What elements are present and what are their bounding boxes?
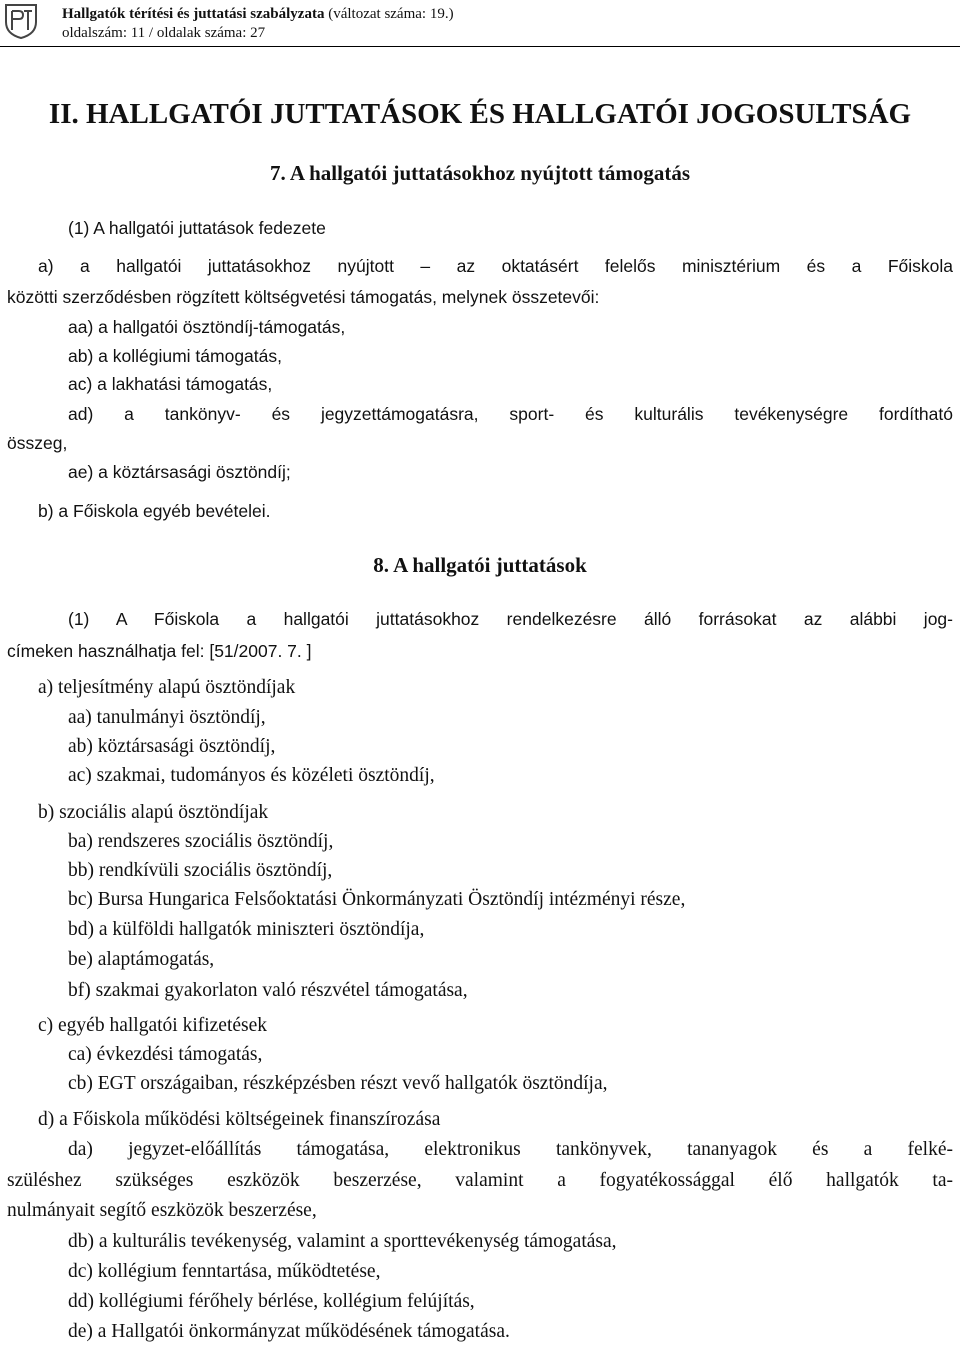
list-item: be) alaptámogatás,	[68, 949, 215, 970]
body-line: aa) a hallgatói ösztöndíj-támogatás,	[68, 317, 346, 337]
institution-logo-icon	[2, 2, 40, 40]
body-line: közötti szerződésben rögzített költségvetési támogatás, melynek összetevői:	[7, 287, 600, 307]
list-item: dd) kollégiumi férőhely bérlése, kollégium felújítás,	[68, 1291, 475, 1312]
body-line: címeken használhatja fel: [51/2007. 7. ]	[7, 641, 312, 661]
list-item: nulmányait segítő eszközök beszerzése,	[7, 1200, 317, 1221]
list-item: d) a Főiskola működési költségeinek finanszírozása	[38, 1109, 441, 1130]
section-7-heading: 7. A hallgatói juttatásokhoz nyújtott támogatás	[269, 161, 690, 185]
list-item: cb) EGT országaiban, részképzésben részt vevő hallgatók ösztöndíja,	[68, 1073, 608, 1094]
list-item: ba) rendszeres szociális ösztöndíj,	[68, 831, 334, 852]
list-item: bf) szakmai gyakorlaton való részvétel támogatása,	[68, 980, 468, 1001]
list-item: bd) a külföldi hallgatók miniszteri ösztöndíja,	[68, 919, 425, 940]
list-item: ab) köztársasági ösztöndíj,	[68, 736, 276, 757]
header-divider	[0, 46, 960, 47]
body-line: ab) a kollégiumi támogatás,	[68, 346, 282, 366]
body-line: (1) A hallgatói juttatások fedezete	[68, 218, 326, 238]
list-item: c) egyéb hallgatói kifizetések	[38, 1015, 268, 1036]
list-item: szüléshez szükséges eszközök beszerzése, valamint a fogyatékossággal élő hallgatók ta-	[7, 1170, 953, 1191]
list-item: a) teljesítmény alapú ösztöndíjak	[38, 677, 296, 698]
document-version: (változat száma: 19.)	[328, 6, 454, 22]
list-item: da) jegyzet-előállítás támogatása, elektronikus tankönyvek, tananyagok és a felké-	[68, 1139, 953, 1160]
list-item: ca) évkezdési támogatás,	[68, 1044, 263, 1065]
list-item: bb) rendkívüli szociális ösztöndíj,	[68, 860, 333, 881]
document-title: Hallgatók térítési és juttatási szabályzata	[62, 6, 325, 22]
section-8-heading: 8. A hallgatói juttatások	[373, 553, 587, 577]
list-item: ac) szakmai, tudományos és közéleti ösztöndíj,	[68, 765, 435, 786]
body-line: ac) a lakhatási támogatás,	[68, 374, 273, 394]
header-title-line	[62, 5, 454, 23]
page-number: oldalszám: 11 / oldalak száma: 27	[62, 25, 266, 41]
chapter-title: II. HALLGATÓI JUTTATÁSOK ÉS HALLGATÓI JOGOSULTSÁG	[48, 98, 912, 130]
body-line: összeg,	[7, 433, 68, 453]
list-item: b) szociális alapú ösztöndíjak	[38, 802, 269, 823]
list-item: de) a Hallgatói önkormányzat működésének támogatása.	[68, 1321, 510, 1342]
list-item: db) a kulturális tevékenység, valamint a sporttevékenység támogatása,	[68, 1231, 617, 1252]
body-line: (1) A Főiskola a hallgatói juttatásokhoz rendelkezésre álló forrásokat az alábbi jog-	[68, 609, 953, 629]
list-item: aa) tanulmányi ösztöndíj,	[68, 707, 266, 728]
body-line: b) a Főiskola egyéb bevételei.	[38, 501, 271, 521]
list-item: dc) kollégium fenntartása, működtetése,	[68, 1261, 381, 1282]
body-line: ad) a tankönyv- és jegyzettámogatásra, sport- és kulturális tevékenységre fordítható	[68, 404, 953, 424]
list-item: bc) Bursa Hungarica Felsőoktatási Önkormányzati Ösztöndíj intézményi része,	[68, 889, 686, 910]
body-line: ae) a köztársasági ösztöndíj;	[68, 462, 291, 482]
body-line: a) a hallgatói juttatásokhoz nyújtott – az oktatásért felelős minisztérium és a Főiskola	[38, 256, 953, 276]
